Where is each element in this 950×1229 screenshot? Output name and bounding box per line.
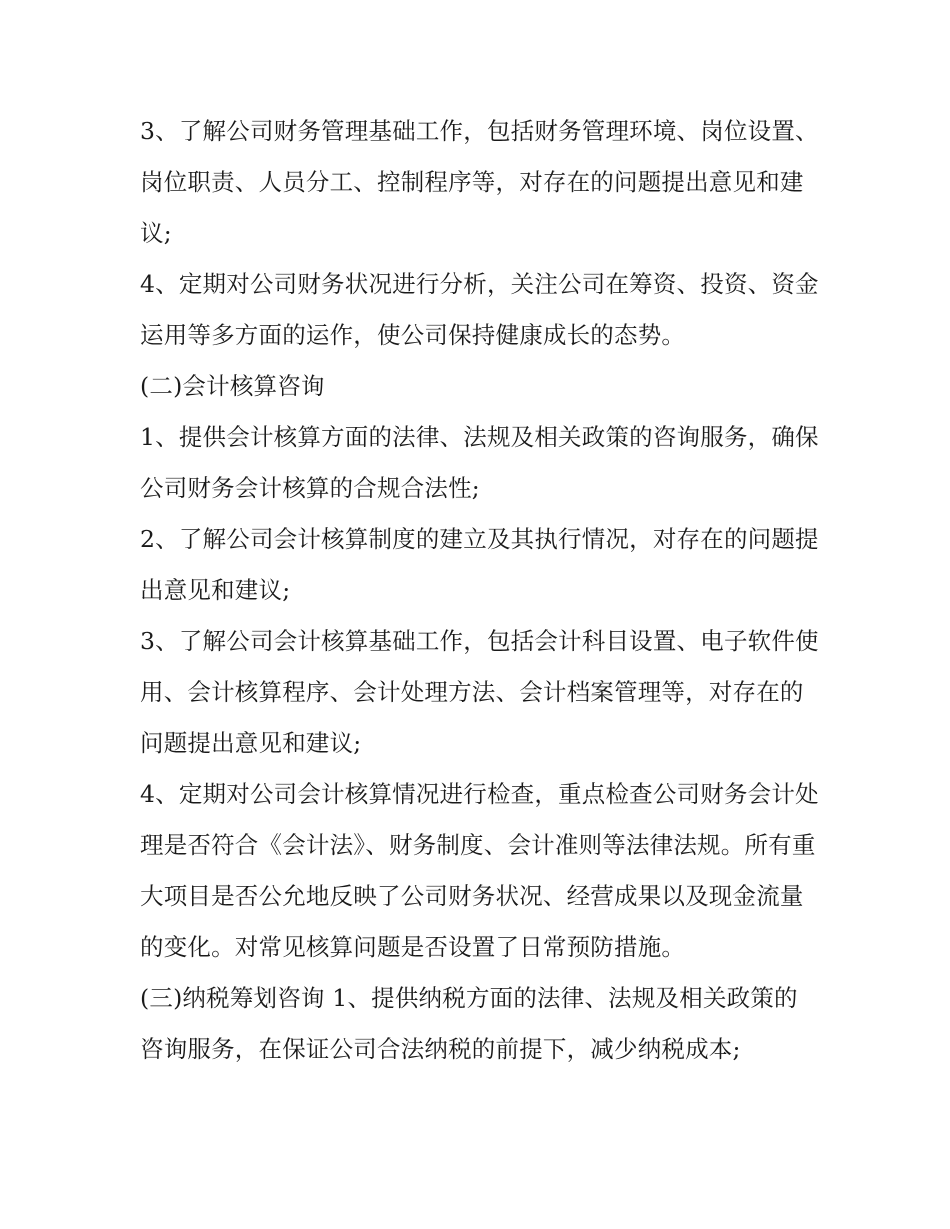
paragraph-accounting-inspection: 4、定期对公司会计核算情况进行检查，重点检查公司财务会计处理是否符合《会计法》、财务制度、会计准则等法律法规。所有重大项目是否公允地反映了公司财务状况、经营成果以及现金流量的变化。对常见核算问题是否设置了日常预防措施。 bbox=[140, 780, 819, 961]
paragraph-accounting-system: 2、了解公司会计核算制度的建立及其执行情况，对存在的问题提出意见和建议; bbox=[140, 525, 819, 604]
paragraph-accounting-basic-work: 3、了解公司会计核算基础工作，包括会计科目设置、电子软件使用、会计核算程序、会计处理方法、会计档案管理等，对存在的问题提出意见和建议; bbox=[140, 627, 819, 757]
paragraph-accounting-policy-service: 1、提供会计核算方面的法律、法规及相关政策的咨询服务，确保公司财务会计核算的合规合法性; bbox=[140, 423, 819, 502]
paragraph-finance-basic-work: 3、了解公司财务管理基础工作，包括财务管理环境、岗位设置、岗位职责、人员分工、控制程序等，对存在的问题提出意见和建议; bbox=[140, 117, 819, 247]
paragraph-finance-analysis: 4、定期对公司财务状况进行分析，关注公司在筹资、投资、资金运用等多方面的运作，使公司保持健康成长的态势。 bbox=[140, 270, 819, 349]
section-heading-accounting-consulting: (二)会计核算咨询 bbox=[140, 372, 325, 400]
paragraph-tax-planning: (三)纳税筹划咨询 1、提供纳税方面的法律、法规及相关政策的咨询服务，在保证公司合法纳税的前提下，减少纳税成本; bbox=[140, 984, 798, 1063]
document-body bbox=[140, 106, 820, 1075]
